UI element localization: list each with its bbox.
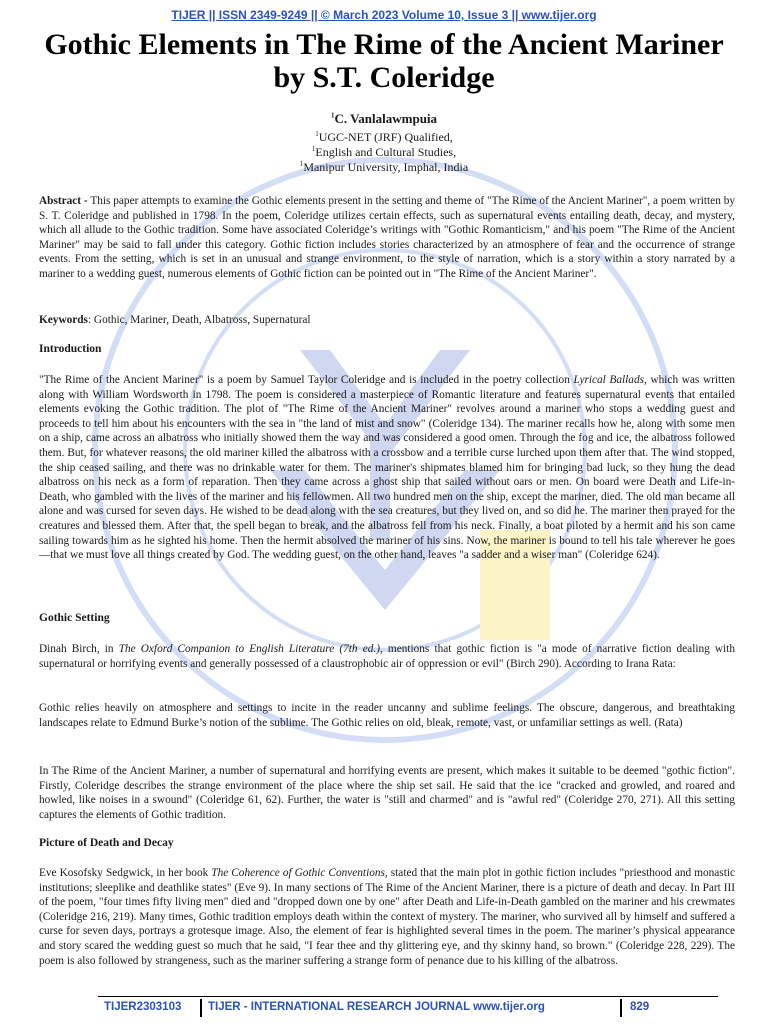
keywords-label: Keywords — [39, 314, 88, 326]
affiliation-2: $^1$English and Cultural Studies, — [311, 145, 457, 159]
keywords-text: : Gothic, Mariner, Death, Albatross, Supernatural — [87, 314, 311, 326]
paper-title — [20, 28, 748, 94]
block-quote: Gothic relies heavily on atmosphere and settings to incite in the reader uncanny and sublime feelings. The obscure, dangerous, and breathtaking landscapes relate to Edmund Burke’s notion of the sublime. The Gothic relies on old, bleak, remote, vast, or unfamiliar settings as well. (Rata) — [39, 702, 735, 729]
footer-journal[interactable]: TIJER - INTERNATIONAL RESEARCH JOURNAL www.tijer.org — [208, 1001, 545, 1013]
footer-paper-id: TIJER2303103 — [104, 1001, 182, 1013]
footer-divider — [620, 999, 622, 1017]
setting-paragraph-2: In The Rime of the Ancient Mariner, a number of supernatural and horrifying events are present, which makes it suitable to be deemed "gothic fiction". Firstly, Coleridge describes the strange environment of the place where the ship set sail. He said that the ice "cracked and growled, and roared and howled, like noises in a swound" (Coleridge 61, 62). Further, the water is "still and charmed" and is "awful red" (Coleridge 270, 271). All this setting captures the elements of Gothic tradition. — [39, 765, 735, 821]
heading-introduction: Introduction — [39, 343, 102, 355]
footer-divider — [200, 999, 202, 1017]
page-footer — [98, 996, 718, 1017]
setting-paragraph-1: Dinah Birch, in The Oxford Companion to English Literature (7th ed.), mentions that gothic fiction is "a mode of narrative fiction dealing with supernatural or horrifying events and generally possessed of a claustrophobic air of oppression or evil" (Birch 290). According to Irana Rata: — [39, 643, 735, 670]
title-line-1: Gothic Elements in The Rime of the Ancient Mariner — [44, 28, 724, 61]
author-affiliations — [0, 130, 768, 175]
abstract — [39, 194, 735, 282]
journal-header[interactable]: TIJER || ISSN 2349-9249 || © March 2023 Volume 10, Issue 3 || www.tijer.org — [171, 8, 597, 22]
affiliation-3: $^1$Manipur University, Imphal, India — [299, 160, 469, 174]
death-paragraph: Eve Kosofsky Sedgwick, in her book The Coherence of Gothic Conventions, stated that the main plot in gothic fiction includes "priesthood and monastic institutions; sleeplike and deathlike states" (Eve 9). In many sections of The Rime of the Ancient Mariner, there is a picture of death and decay. In Part III of the poem, "four times fifty living men" died and "dropped down one by one" after Death and Life-in-Death gambled on the mariner and his crewmates (Coleridge 216, 219). Many times, Gothic tradition employs death within the context of mystery. The mariner, who survived all by himself and suffered a curse for seven days, portrays a grotesque image. Also, the element of fear is highlighted several times in the poem. The mariner’s physical appearance and story scared the wedding guest so much that he said, "I fear thee and thy glittering eye, and thy skinny hand, so brown." (Coleridge 228, 229). The poem is also followed by strangeness, such as the mariner suffering a strange form of penance due to his killing of the albatross. — [39, 867, 735, 967]
footer-page-number: 829 — [630, 1001, 650, 1013]
title-line-2: by S.T. Coleridge — [273, 61, 495, 94]
heading-gothic-setting: Gothic Setting — [39, 612, 110, 624]
keywords — [39, 313, 735, 328]
heading-death-decay: Picture of Death and Decay — [39, 837, 174, 849]
affiliation-1: $^1$UGC-NET (JRF) Qualified, — [315, 130, 453, 144]
abstract-label: Abstract - — [39, 195, 88, 207]
author-name: $^1$C. Vanlalawmpuia — [330, 111, 438, 126]
introduction-paragraph: "The Rime of the Ancient Mariner" is a poem by Samuel Taylor Coleridge and is included in the poetry collection Lyrical Ballads, which was written along with William Wordsworth in 1798. The poem is considered a masterpiece of Romantic literature and features supernatural events that entailed elements evoking the Gothic tradition. The plot of "The Rime of the Ancient Mariner" revolves around a mariner who stops a wedding guest and proceeds to tell him about his encounters with the sea in "the land of mist and snow" (Coleridge 134). The mariner recalls how he, along with some men on a ship, came across an albatross who initially showed them the way and was considered a good omen. Through the fog and ice, the albatross followed them. But, for whatever reasons, the old mariner killed the albatross with a crossbow and a terrible curse lurched upon them after that. The wind stopped, the ship ceased sailing, and there was no drinkable water for them. The mariner's shipmates blamed him for bringing bad luck, so they hung the dead albatross on his neck as a form of reparation. Then they came across a ghost ship that sailed without oars or men. On board were Death and Life-in-Death, who gambled with the lives of the mariner and his fellowmen. All two hundred men on the ship, except the mariner, died. The old man became all alone and was cursed for seven days. He wished to be dead along with the sea creatures, but they lived on, and so did he. The mariner then prayed for the creatures and blessed them. After that, the spell began to break, and the albatross fell from his neck. Finally, a boat piloted by a hermit and his son came sailing towards him as he sighted his home. Then the hermit absolved the mariner of his sins. Now, the mariner is bound to tell his tale wherever he goes—that we must love all things created by God. The wedding guest, on the other hand, leaves "a sadder and a wiser man" (Coleridge 624). — [39, 374, 735, 562]
abstract-text: This paper attempts to examine the Gothic elements present in the setting and theme of "The Rime of the Ancient Mariner", a poem written by S. T. Coleridge and published in 1798. In the poem, Coleridge utilizes certain effects, such as supernatural events entailing death, decay, and mystery, which all allude to the Gothic tradition. Some have associated Coleridge’s writings with "Gothic Romanticism," and his poem "The Rime of the Ancient Mariner" may be said to fall under this category. Gothic fiction includes stories characterized by an atmosphere of fear and the occurrence of strange events. From the setting, which is set in an unusual and strange environment, to the style of narration, which is a story within a story narrated by a mariner to a wedding guest, numerous elements of Gothic fiction can be pointed out in "The Rime of the Ancient Mariner". — [39, 195, 735, 280]
